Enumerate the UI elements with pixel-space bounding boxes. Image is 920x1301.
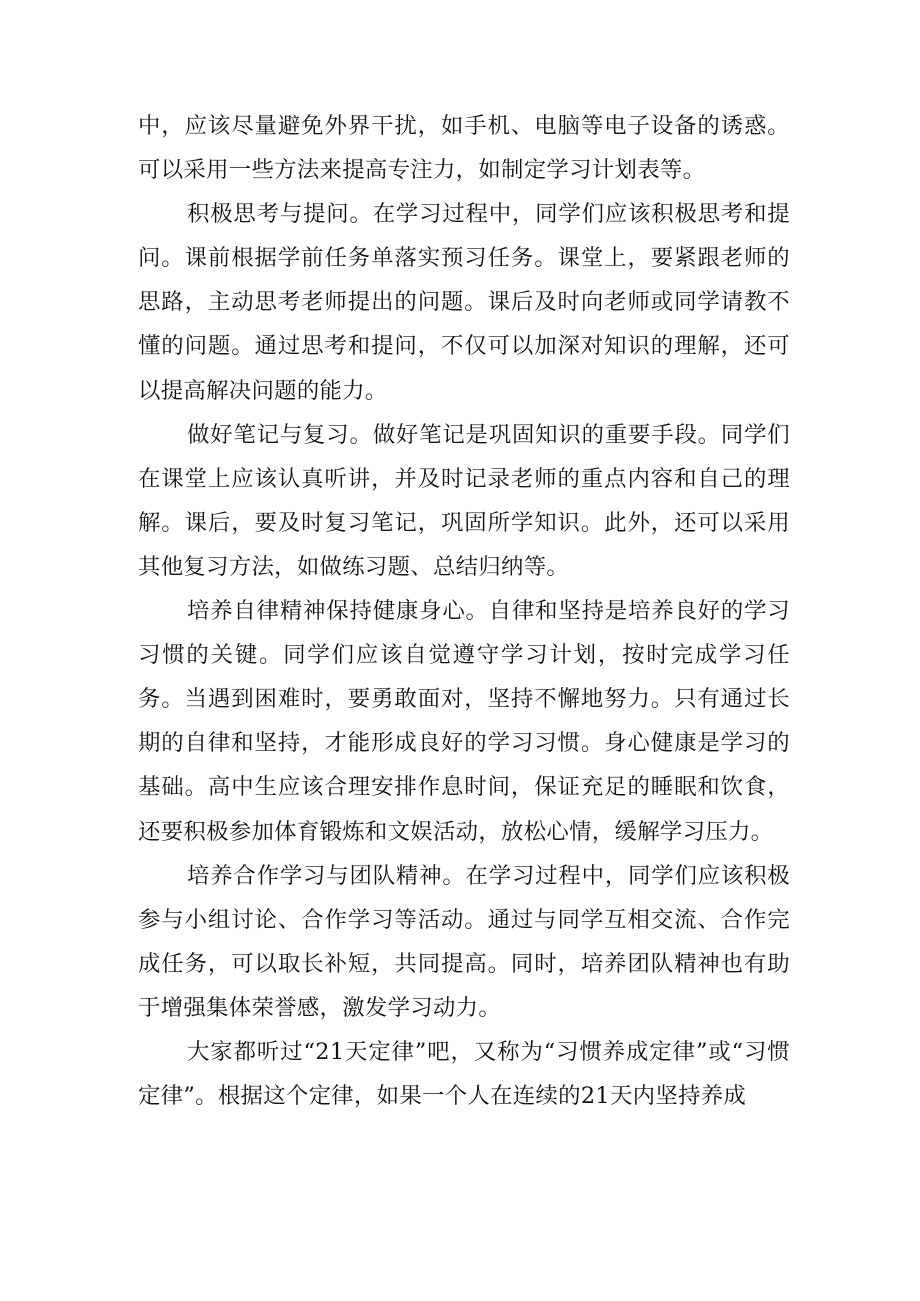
paragraph-5: 培养合作学习与团队精神。在学习过程中，同学们应该积极参与小组讨论、合作学习等活动。通过与同学互相交流、合作完成任务，可以取长补短，共同提高。同时，培养团队精神也有助于增强集体荣誉感，激发学习动力。	[138, 862, 790, 1021]
paragraph-1: 中，应该尽量避免外界干扰，如手机、电脑等电子设备的诱惑。可以采用一些方法来提高专注力，如制定学习计划表等。	[138, 113, 790, 184]
paragraph-2: 积极思考与提问。在学习过程中，同学们应该积极思考和提问。课前根据学前任务单落实预习任务。课堂上，要紧跟老师的思路，主动思考老师提出的问题。课后及时向老师或同学请教不懂的问题。通过思考和提问，不仅可以加深对知识的理解，还可以提高解决问题的能力。	[138, 201, 790, 404]
document-body	[138, 104, 790, 1118]
paragraph-4: 培养自律精神保持健康身心。自律和坚持是培养良好的学习习惯的关键。同学们应该自觉遵守学习计划，按时完成学习任务。当遇到困难时，要勇敢面对，坚持不懈地努力。只有通过长期的自律和坚持，才能形成良好的学习习惯。身心健康是学习的基础。高中生应该合理安排作息时间，保证充足的睡眠和饮食，还要积极参加体育锻炼和文娱活动，放松心情，缓解学习压力。	[138, 598, 790, 845]
paragraph-6: 大家都听过“21天定律”吧，又称为“习惯养成定律”或“习惯定律”。根据这个定律，如果一个人在连续的21天内坚持养成	[138, 1038, 790, 1110]
paragraph-3: 做好笔记与复习。做好笔记是巩固知识的重要手段。同学们在课堂上应该认真听讲，并及时记录老师的重点内容和自己的理解。课后，要及时复习笔记，巩固所学知识。此外，还可以采用其他复习方法，如做练习题、总结归纳等。	[138, 421, 790, 580]
